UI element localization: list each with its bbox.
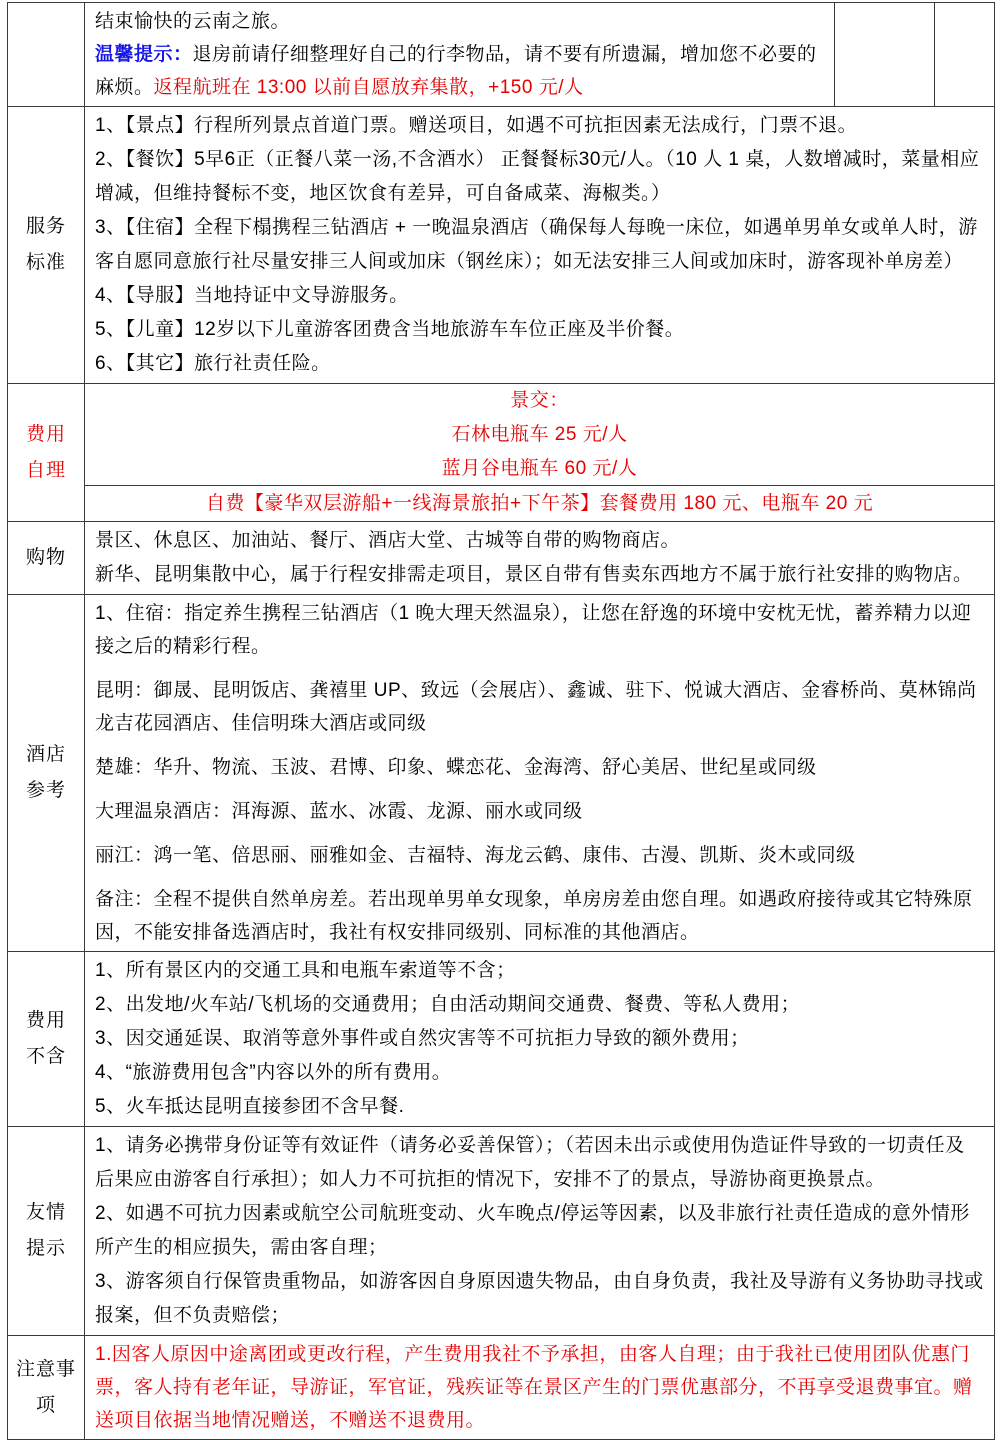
list-item: 2、【餐饮】5早6正（正餐八菜一汤,不含酒水） 正餐餐标30元/人。（10 人 1 桌，人数增减时，菜量相应增减，但维持餐标不变，地区饮食有差异，可自备咸菜、海椒类。）	[95, 149, 980, 204]
list-item: 5、火车抵达昆明直接参团不含早餐.	[95, 1096, 405, 1117]
section-label-self-funded	[8, 384, 85, 522]
hotel-paragraph: 备注：全程不提供自然单房差。若出现单男单女现象，单房房差由您自理。如遇政府接待或其它特殊原因，不能安排备选酒店时，我社有权安排同级别、同标准的其他酒店。	[95, 889, 973, 943]
label-line: 注意事	[15, 1358, 76, 1380]
empty-label-cell	[8, 3, 85, 107]
table-row	[8, 595, 995, 952]
section-label-friendly-tips	[8, 1127, 85, 1336]
label-line: 不含	[25, 1046, 66, 1067]
list-item: 1、请务必携带身份证等有效证件（请务必妥善保管）；（若因未出示或使用伪造证件导致的一切责任及后果应由游客自行承担）；如人力不可抗拒的情况下，安排不了的景点，导游协商更换景点。	[95, 1135, 965, 1190]
list-item: 4、【导服】当地持证中文导游服务。	[95, 285, 409, 306]
label-line: 费用	[25, 1010, 66, 1031]
important-notes-cell	[85, 1336, 995, 1440]
label-line: 参考	[25, 780, 66, 801]
label-line: 友情	[25, 1202, 66, 1223]
warm-tip	[95, 38, 824, 104]
list-item: 1、【景点】行程所列景点首道门票。赠送项目，如遇不可抗拒因素无法成行，门票不退。	[95, 115, 858, 136]
hotel-reference-cell	[85, 595, 995, 952]
service-standards-cell	[85, 107, 995, 384]
hotel-paragraph: 昆明：御晟、昆明饭店、龚禧里 UP、致远（会展店）、鑫诚、驻下、悦诚大酒店、金睿桥尚、莫林锦尚龙吉花园酒店、佳信明珠大酒店或同级	[95, 680, 977, 734]
table-row	[8, 107, 995, 384]
self-funded-cell	[85, 384, 995, 522]
hotel-paragraph: 丽江：鸿一笔、倍思丽、丽雅如金、吉福特、海龙云鹤、康伟、古漫、凯斯、炎木或同级	[95, 845, 856, 866]
table-row	[8, 1127, 995, 1336]
table-row	[8, 3, 995, 107]
list-item: 2、出发地/火车站/飞机场的交通费用；自由活动期间交通费、餐费、等私人费用；	[95, 994, 801, 1015]
package-fee-line: 自费【豪华双层游船+一线海景旅拍+下午茶】套餐费用 180 元、电瓶车 20 元	[205, 492, 874, 514]
list-item: 5、【儿童】12岁以下儿童游客团费含当地旅游车车位正座及半价餐。	[95, 319, 685, 340]
list-item: 6、【其它】旅行社责任险。	[95, 353, 331, 374]
not-included-cell	[85, 952, 995, 1127]
label-line: 购物	[25, 547, 66, 568]
label-line: 费用	[25, 423, 66, 445]
list-item: 石林电瓶车 25 元/人	[451, 423, 628, 445]
list-item: 3、因交通延误、取消等意外事件或自然灾害等不可抗拒力导致的额外费用；	[95, 1028, 750, 1049]
shopping-cell	[85, 522, 995, 595]
table-row	[8, 384, 995, 522]
itinerary-document	[7, 2, 994, 1440]
section-label-shopping	[8, 522, 85, 595]
optional-package-fee	[85, 486, 994, 521]
scenic-transport-header: 景交：	[510, 389, 569, 411]
list-item: 景区、休息区、加油站、餐厅、酒店大堂、古城等自带的购物商店。	[95, 530, 681, 551]
list-item: 3、【住宿】全程下榻携程三钻酒店 + 一晚温泉酒店（确保每人每晚一床位，如遇单男单女或单人时，游客自愿同意旅行社尽量安排三人间或加床（钢丝床）；如无法安排三人间或加床时，游客现补单房差）	[95, 217, 978, 272]
label-line: 服务	[25, 216, 66, 237]
list-item: 3、游客须自行保管贵重物品，如游客因自身原因遗失物品，由自身负责，我社及导游有义务协助寻找或报案，但不负责赔偿；	[95, 1271, 984, 1326]
section-label-hotel-reference	[8, 595, 85, 952]
warm-tip-label: 温馨提示：	[95, 44, 193, 65]
list-item: 2、如遇不可抗力因素或航空公司航班变动、火车晚点/停运等因素，以及非旅行社责任造成的意外情形所产生的相应损失，需由客自理；	[95, 1203, 970, 1258]
warm-tip-body: 退房前请仔细整理好自己的行李物品，请不要有所遗漏，增加您不必要的麻烦。	[95, 44, 817, 98]
list-item: 1、所有景区内的交通工具和电瓶车索道等不含；	[95, 960, 516, 981]
notes-text: 1.因客人原因中途离团或更改行程，产生费用我社不予承担，由客人自理；由于我社已使用团队优惠门票，客人持有老年证，导游证，军官证，残疾证等在景区产生的门票优惠部分，不再享受退费事宜。赠送项目依据当地情况赠送，不赠送不退费用。	[95, 1344, 973, 1431]
hotel-paragraph: 大理温泉酒店：洱海源、蓝水、冰霞、龙源、丽水或同级	[95, 801, 583, 822]
label-line: 标准	[25, 252, 66, 273]
label-line: 项	[35, 1394, 56, 1416]
section-label-important-notes	[8, 1336, 85, 1440]
itinerary-closing-cell	[85, 3, 835, 107]
empty-cell-1	[835, 3, 935, 107]
return-flight-note: 返程航班在 13:00 以前自愿放弃集散，+150 元/人	[153, 77, 584, 98]
friendly-tips-cell	[85, 1127, 995, 1336]
scenic-transport-fees	[85, 384, 994, 486]
list-item: 新华、昆明集散中心，属于行程安排需走项目，景区自带有售卖东西地方不属于旅行社安排的购物店。	[95, 564, 973, 585]
empty-cell-2	[935, 3, 995, 107]
table-row	[8, 1336, 995, 1440]
list-item: 蓝月谷电瓶车 60 元/人	[441, 457, 638, 479]
label-line: 酒店	[25, 744, 66, 765]
closing-line: 结束愉快的云南之旅。	[95, 11, 291, 32]
section-label-service-standards	[8, 107, 85, 384]
table-row	[8, 952, 995, 1127]
label-line: 自理	[25, 459, 66, 481]
section-label-not-included	[8, 952, 85, 1127]
hotel-paragraph: 楚雄：华升、物流、玉波、君博、印象、蝶恋花、金海湾、舒心美居、世纪星或同级	[95, 757, 817, 778]
table-row	[8, 522, 995, 595]
label-line: 提示	[25, 1238, 66, 1259]
itinerary-table	[7, 2, 995, 1440]
list-item: 4、“旅游费用包含”内容以外的所有费用。	[95, 1062, 452, 1083]
hotel-paragraph: 1、住宿：指定养生携程三钻酒店（1 晚大理天然温泉），让您在舒逸的环境中安枕无忧，蓄养精力以迎接之后的精彩行程。	[95, 603, 972, 657]
